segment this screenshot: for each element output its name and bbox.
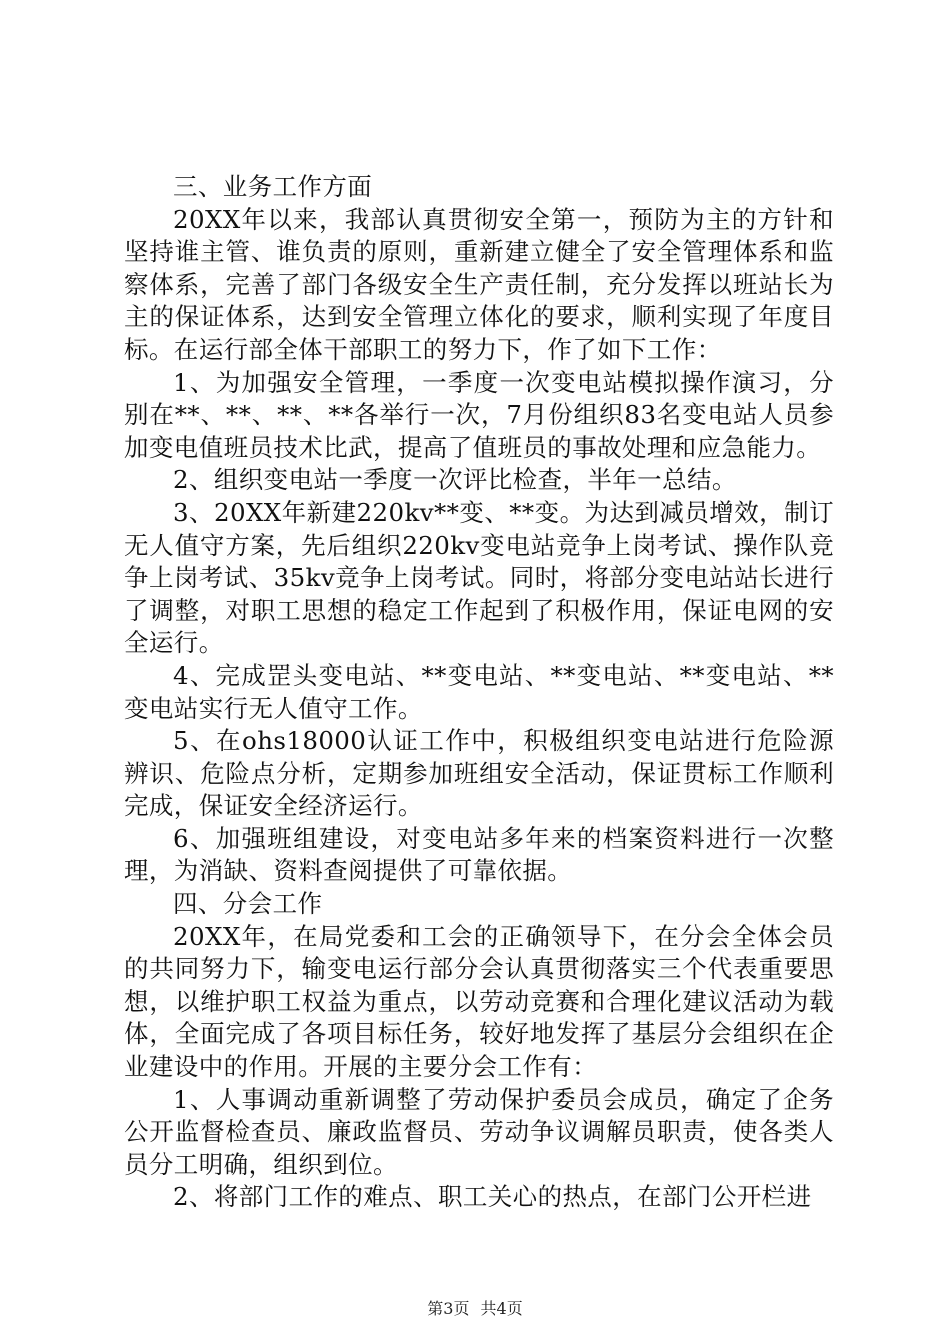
list-item-4-unattended: 4、完成罡头变电站、**变电站、**变电站、**变电站、**变电站实行无人值守工作。 (124, 660, 834, 723)
page-number: 第3页 (427, 1299, 470, 1318)
list-item-2-inspection: 2、组织变电站一季度一次评比检查，半年一总结。 (173, 465, 737, 495)
document-body (124, 171, 834, 1214)
list-item-5-ohs18000: 5、在ohs18000认证工作中，积极组织变电站进行危险源辨识、危险点分析，定期参加班组安全活动，保证贯标工作顺利完成，保证安全经济运行。 (124, 726, 834, 821)
union-item-2-disclosure: 2、将部门工作的难点、职工关心的热点，在部门公开栏进 (173, 1182, 812, 1212)
list-item-3-new-substations: 3、20XX年新建220kv**变、**变。为达到减员增效，制订无人值守方案，先后组织220kv变电站竞争上岗考试、操作队竞争上岗考试、35kv竞争上岗考试。同时，将部分变电站站长进行了调整，对职工思想的稳定工作起到了积极作用，保证电网的安全运行。 (124, 497, 834, 658)
paragraph-safety-overview: 20XX年以来，我部认真贯彻安全第一，预防为主的方针和坚持谁主管、谁负责的原则，重新建立健全了安全管理体系和监察体系，完善了部门各级安全生产责任制，充分发挥以班站长为主的保证体系，达到安全管理立体化的要求，顺利实现了年度目标。在运行部全体干部职工的努力下，作了如下工作： (124, 204, 834, 364)
page-total: 共4页 (480, 1299, 523, 1318)
section-heading-business: 三、业务工作方面 (173, 172, 373, 201)
list-item-6-team-building: 6、加强班组建设，对变电站多年来的档案资料进行一次整理，为消缺、资料查阅提供了可靠依据。 (124, 823, 834, 886)
section-heading-union: 四、分会工作 (173, 889, 323, 919)
list-item-1-drills: 1、为加强安全管理，一季度一次变电站模拟操作演习，分别在**、**、**、**各举行一次，7月份组织83名变电站人员参加变电值班员技术比武，提高了值班员的事故处理和应急能力。 (124, 367, 834, 462)
paragraph-union-overview: 20XX年，在局党委和工会的正确领导下，在分会全体会员的共同努力下，输变电运行部分会认真贯彻落实三个代表重要思想，以维护职工权益为重点，以劳动竞赛和合理化建议活动为载体，全面完成了各项目标任务，较好地发挥了基层分会组织在企业建设中的作用。开展的主要分会工作有： (124, 921, 834, 1082)
union-item-1-personnel: 1、人事调动重新调整了劳动保护委员会成员，确定了企务公开监督检查员、廉政监督员、劳动争议调解员职责，使各类人员分工明确，组织到位。 (124, 1084, 834, 1179)
page-footer (0, 1299, 950, 1319)
